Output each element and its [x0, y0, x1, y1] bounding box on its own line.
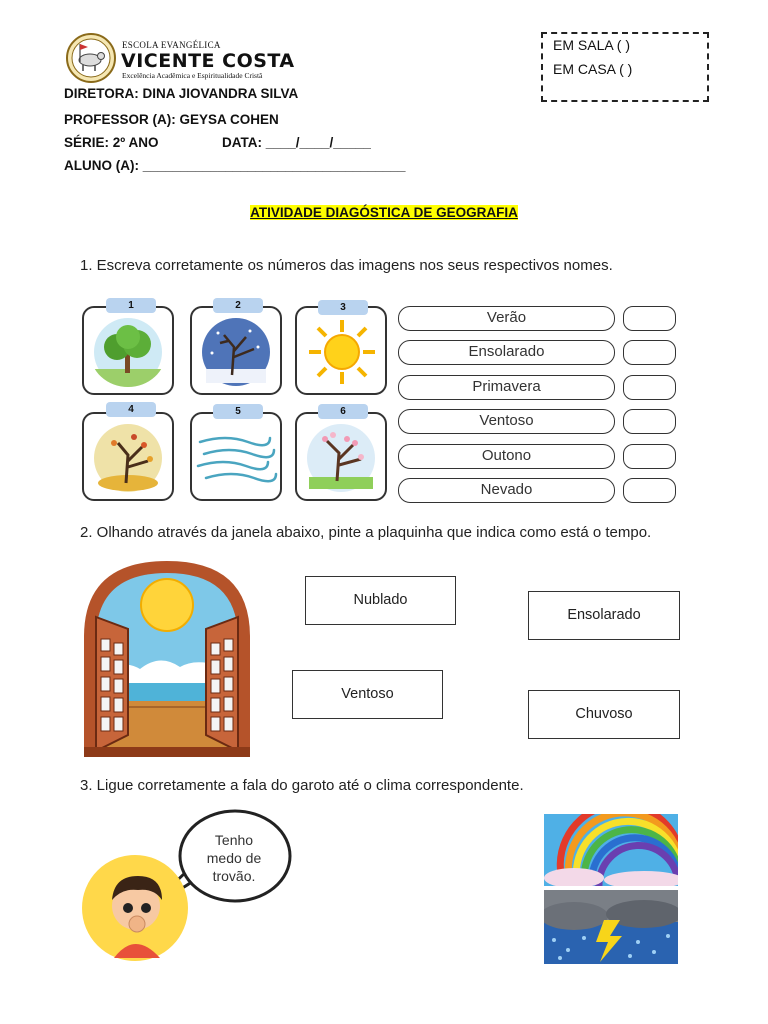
- speech-line-1: Tenho: [214, 832, 254, 848]
- image-number-4: 4: [106, 402, 156, 417]
- page-title: ATIVIDADE DIAGÓSTICA DE GEOGRAFIA: [250, 205, 518, 220]
- image-box-2: [190, 306, 282, 395]
- sign-ventoso[interactable]: Ventoso: [292, 670, 443, 719]
- school-name: VICENTE COSTA: [121, 50, 295, 72]
- em-casa-option[interactable]: EM CASA ( ): [553, 61, 633, 77]
- autumn-tree-icon: [90, 423, 166, 493]
- rainbow-icon[interactable]: [544, 814, 678, 886]
- blossom-tree-icon: [303, 423, 379, 493]
- professor-label: PROFESSOR (A): GEYSA COHEN: [64, 112, 279, 127]
- sign-chuvoso[interactable]: Chuvoso: [528, 690, 680, 739]
- question-2-prompt: 2. Olhando através da janela abaixo, pinte a plaquinha que indica como está o tempo.: [80, 524, 652, 541]
- name-box-primavera: Primavera: [398, 375, 615, 400]
- image-number-3: 3: [318, 300, 368, 315]
- location-box: [541, 32, 709, 102]
- image-box-6: [295, 412, 387, 501]
- name-box-ensolarado: Ensolarado: [398, 340, 615, 365]
- answer-box-5[interactable]: [623, 444, 676, 469]
- sign-ensolarado[interactable]: Ensolarado: [528, 591, 680, 640]
- sign-nublado[interactable]: Nublado: [305, 576, 456, 625]
- data-field[interactable]: DATA: ____/____/_____: [222, 135, 371, 150]
- name-box-outono: Outono: [398, 444, 615, 469]
- window-illustration: [80, 557, 254, 759]
- image-number-1: 1: [106, 298, 156, 313]
- sun-icon: [307, 318, 377, 386]
- image-box-4: [82, 412, 174, 501]
- image-number-2: 2: [213, 298, 263, 313]
- speech-line-2: medo de: [206, 850, 262, 866]
- spring-tree-icon: [90, 317, 166, 387]
- school-tagline: Excelência Acadêmica e Espiritualidade Cristã: [122, 71, 263, 80]
- question-3-prompt: 3. Ligue corretamente a fala do garoto até o clima correspondente.: [80, 777, 524, 794]
- image-box-1: [82, 306, 174, 395]
- school-line1: ESCOLA EVANGÉLICA: [122, 40, 221, 50]
- winter-tree-icon: [198, 317, 274, 387]
- speech-text: [203, 831, 265, 885]
- aluno-field[interactable]: ALUNO (A): ___________________________________: [64, 158, 406, 173]
- image-number-6: 6: [318, 404, 368, 419]
- answer-box-2[interactable]: [623, 340, 676, 365]
- em-sala-option[interactable]: EM SALA ( ): [553, 37, 631, 53]
- name-box-verao: Verão: [398, 306, 615, 331]
- school-logo: [62, 32, 120, 84]
- name-box-ventoso: Ventoso: [398, 409, 615, 434]
- image-box-3: [295, 306, 387, 395]
- answer-box-3[interactable]: [623, 375, 676, 400]
- answer-box-6[interactable]: [623, 478, 676, 503]
- wind-icon: [196, 428, 278, 488]
- serie-label: SÉRIE: 2º ANO: [64, 135, 159, 150]
- name-box-nevado: Nevado: [398, 478, 615, 503]
- question-1-prompt: 1. Escreva corretamente os números das imagens nos seus respectivos nomes.: [80, 257, 613, 274]
- storm-lightning-icon[interactable]: [544, 890, 678, 964]
- answer-box-4[interactable]: [623, 409, 676, 434]
- diretora-label: DIRETORA: DINA JIOVANDRA SILVA: [64, 86, 299, 101]
- speech-line-3: trovão.: [212, 868, 256, 884]
- answer-box-1[interactable]: [623, 306, 676, 331]
- image-number-5: 5: [213, 404, 263, 419]
- image-box-5: [190, 412, 282, 501]
